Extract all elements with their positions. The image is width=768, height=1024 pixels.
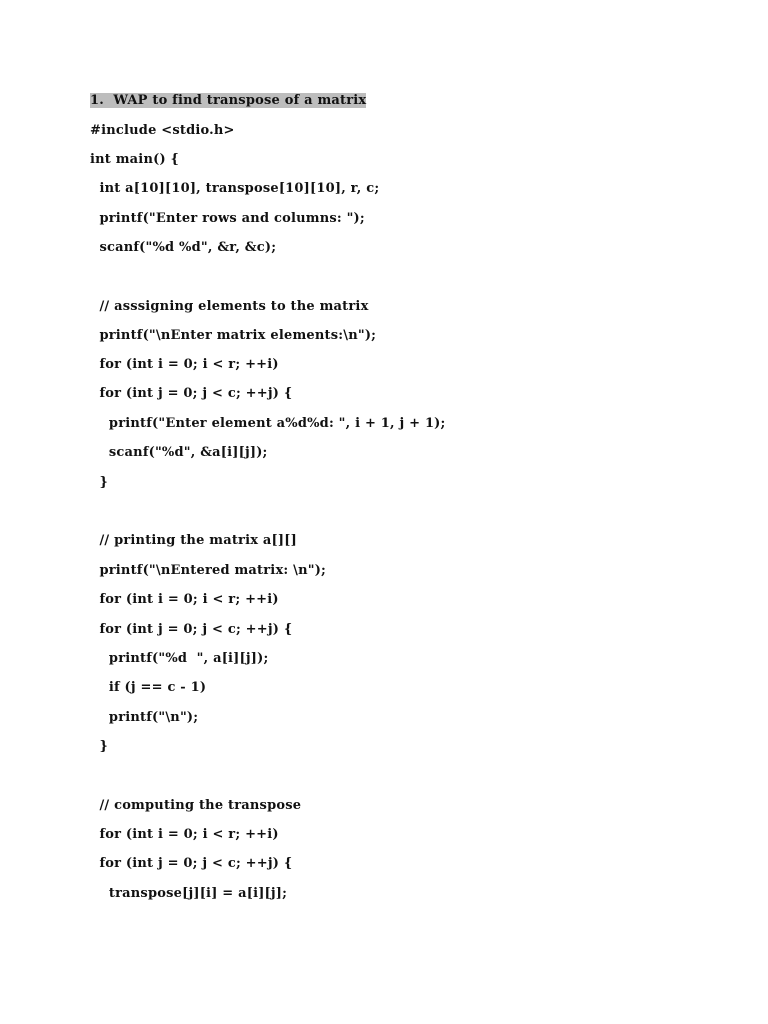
code-line-main: int main() { xyxy=(90,152,180,167)
code-line-for-i-1: for (int i = 0; i < r; ++i) xyxy=(90,357,279,372)
code-line-for-j-2: for (int j = 0; j < c; ++j) { xyxy=(90,622,293,637)
code-line-if-last-col: if (j == c - 1) xyxy=(90,680,207,695)
section-heading xyxy=(89,92,367,110)
code-line-printf-value: printf("%d ", a[i][j]); xyxy=(90,651,269,666)
code-line-for-j-3: for (int j = 0; j < c; ++j) { xyxy=(90,856,293,871)
heading-highlight: 1. WAP to find transpose of a matrix xyxy=(90,93,367,108)
code-line-for-j-1: for (int j = 0; j < c; ++j) { xyxy=(90,386,293,401)
code-line-for-i-2: for (int i = 0; i < r; ++i) xyxy=(90,592,279,607)
code-line-close-brace-1: } xyxy=(90,475,109,490)
code-line-close-brace-2: } xyxy=(90,739,109,754)
code-line-printf-rows: printf("Enter rows and columns: "); xyxy=(90,211,365,226)
code-line-for-i-3: for (int i = 0; i < r; ++i) xyxy=(90,827,279,842)
code-comment-assign: // asssigning elements to the matrix xyxy=(90,299,369,314)
code-line-declarations: int a[10][10], transpose[10][10], r, c; xyxy=(90,181,380,196)
code-line-scanf-element: scanf("%d", &a[i][j]); xyxy=(90,445,268,460)
code-line-printf-elements: printf("\nEnter matrix elements:\n"); xyxy=(90,328,377,343)
code-line-transpose-assign: transpose[j][i] = a[i][j]; xyxy=(90,886,288,901)
code-comment-transpose: // computing the transpose xyxy=(90,798,302,813)
code-line-printf-entered: printf("\nEntered matrix: \n"); xyxy=(90,563,327,578)
code-line-scanf-rows: scanf("%d %d", &r, &c); xyxy=(90,240,277,255)
code-line-include: #include <stdio.h> xyxy=(90,123,235,138)
code-line-printf-newline: printf("\n"); xyxy=(90,710,199,725)
code-comment-print: // printing the matrix a[][] xyxy=(90,533,297,548)
code-line-printf-element: printf("Enter element a%d%d: ", i + 1, j + 1); xyxy=(90,416,446,431)
